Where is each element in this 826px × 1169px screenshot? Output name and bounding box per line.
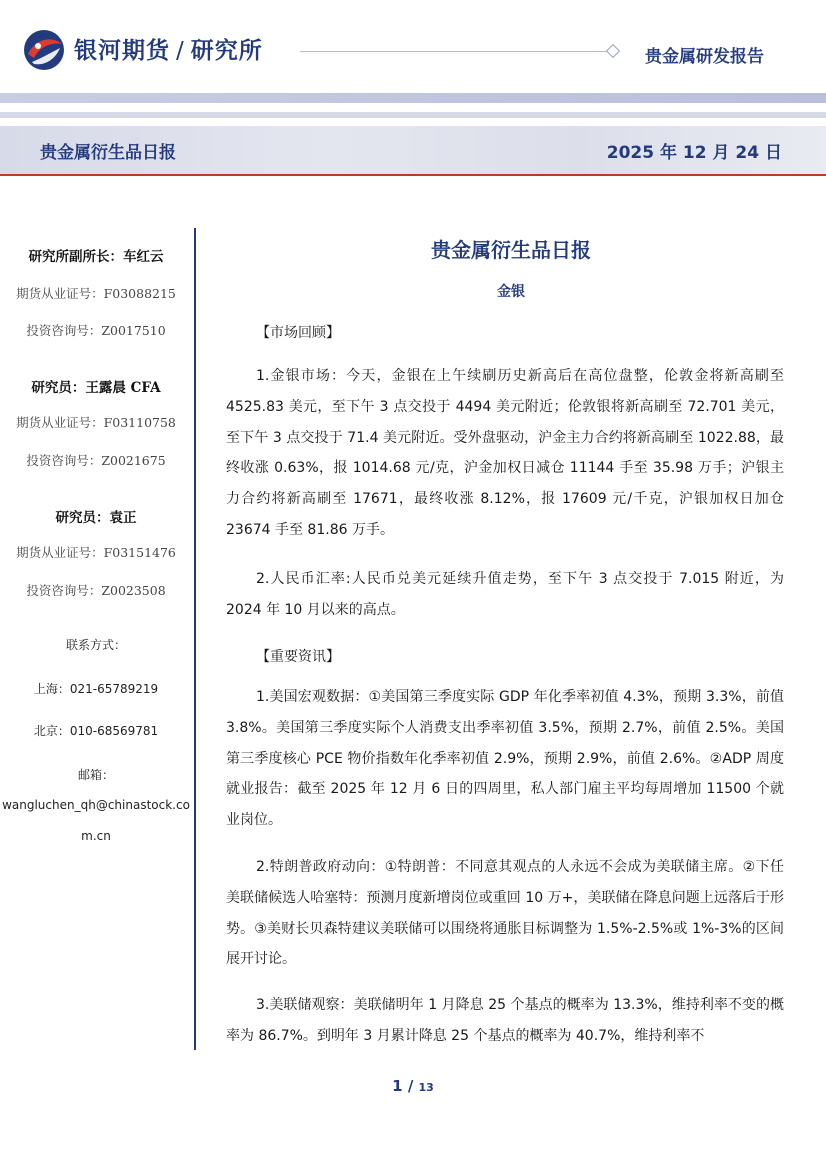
phone-beijing: 北京：010-68569781 <box>33 724 159 738</box>
document-subtitle: 金银 <box>497 284 525 300</box>
market-review-paragraph-2: 2.人民币汇率:人民币兑美元延续升值走势，至下午 3 点交投于 7.015 附近，为 2024 年 10 月以来的高点。 <box>226 571 784 618</box>
email-address-continued[interactable]: m.cn <box>81 829 111 843</box>
section-key-news: 【重要资讯】 <box>256 649 340 665</box>
news-paragraph-3: 3.美联储观察：美联储明年 1 月降息 25 个基点的概率为 13.3%，维持利率不变的概率为 86.7%。到明年 3 月累计降息 25 个基点的概率为 40.7%，维持利率不 <box>226 997 784 1044</box>
researcher-2-futures-license: 期货从业证号：F03151476 <box>16 545 176 560</box>
document-title: 贵金属衍生品日报 <box>431 238 591 262</box>
banner-title: 贵金属衍生品日报 <box>40 143 176 163</box>
researcher-1: 研究员：王露晨 CFA <box>31 380 161 396</box>
header-divider <box>300 51 610 52</box>
section-market-review: 【市场回顾】 <box>256 325 340 341</box>
header-stripe-thin <box>0 112 826 118</box>
email-address[interactable]: wangluchen_qh@chinastock.co <box>2 798 190 812</box>
deputy-futures-license: 期货从业证号：F03088215 <box>16 286 176 301</box>
deputy-advisory-license: 投资咨询号：Z0017510 <box>26 323 166 338</box>
report-type: 贵金属研发报告 <box>645 47 764 67</box>
banner-underline <box>0 174 826 176</box>
deputy-director: 研究所副所长：车红云 <box>28 249 164 265</box>
company-logo-icon <box>22 28 66 72</box>
email-label: 邮箱： <box>77 768 114 782</box>
current-page: 1 <box>392 1077 403 1095</box>
brand-name: 银河期货 / 研究所 <box>74 38 263 64</box>
news-paragraph-1: 1.美国宏观数据：①美国第三季度实际 GDP 年化季率初值 4.3%，预期 3.3%，前值 3.8%。美国第三季度实际个人消费支出季率初值 3.5%，预期 2.7%，前值 2.5%。美国第三季度核心 PCE 物价指数年化季率初值 2.9%，预期 2.9%，前值 2.6%。②ADP 周度就业报告：截至 2025 年 12 月 6 日的四周里，私人部门雇主平均每周增加 11500 个就业岗位。 <box>226 689 784 829</box>
market-review-paragraph-1: 1.金银市场：今天，金银在上午续刷历史新高后在高位盘整，伦敦金将新高刷至 4525.83 美元，至下午 3 点交投于 4494 美元附近；伦敦银将新高刷至 72.701 美元，至下午 3 点交投于 71.4 美元附近。受外盘驱动，沪金主力合约将新高刷至 1022.88，最终收涨 0.63%，报 1014.68 元/克，沪金加权日减仓 11144 手至 35.98 万手；沪银主力合约将新高刷至 17671，最终收涨 8.12%，报 17609 元/千克，沪银加权日加仓 23674 手至 81.86 万手。 <box>226 368 784 538</box>
total-pages: 13 <box>418 1081 434 1094</box>
researcher-2-advisory-license: 投资咨询号：Z0023508 <box>26 583 166 598</box>
news-paragraph-2: 2.特朗普政府动向：①特朗普：不同意其观点的人永远不会成为美联储主席。②下任美联储候选人哈塞特：预测月度新增岗位或重回 10 万+，美联储在降息问题上远落后于形势。③美财长贝森特建议美联储可以围绕将通胀目标调整为 1.5%-2.5%或 1%-3%的区间展开讨论。 <box>226 859 784 968</box>
page-number <box>0 1077 826 1095</box>
researcher-1-advisory-license: 投资咨询号：Z0021675 <box>26 453 166 468</box>
department-name: 研究所 <box>190 38 263 64</box>
report-date: 2025 年 12 月 24 日 <box>606 143 782 163</box>
researcher-2: 研究员：袁正 <box>55 510 137 526</box>
page-separator: / <box>407 1077 414 1095</box>
contact-label: 联系方式： <box>65 638 126 652</box>
sidebar-divider <box>194 228 196 1050</box>
header-stripe <box>0 93 826 103</box>
diamond-icon <box>606 44 620 58</box>
phone-shanghai: 上海：021-65789219 <box>33 682 159 696</box>
researcher-1-futures-license: 期货从业证号：F03110758 <box>16 415 176 430</box>
